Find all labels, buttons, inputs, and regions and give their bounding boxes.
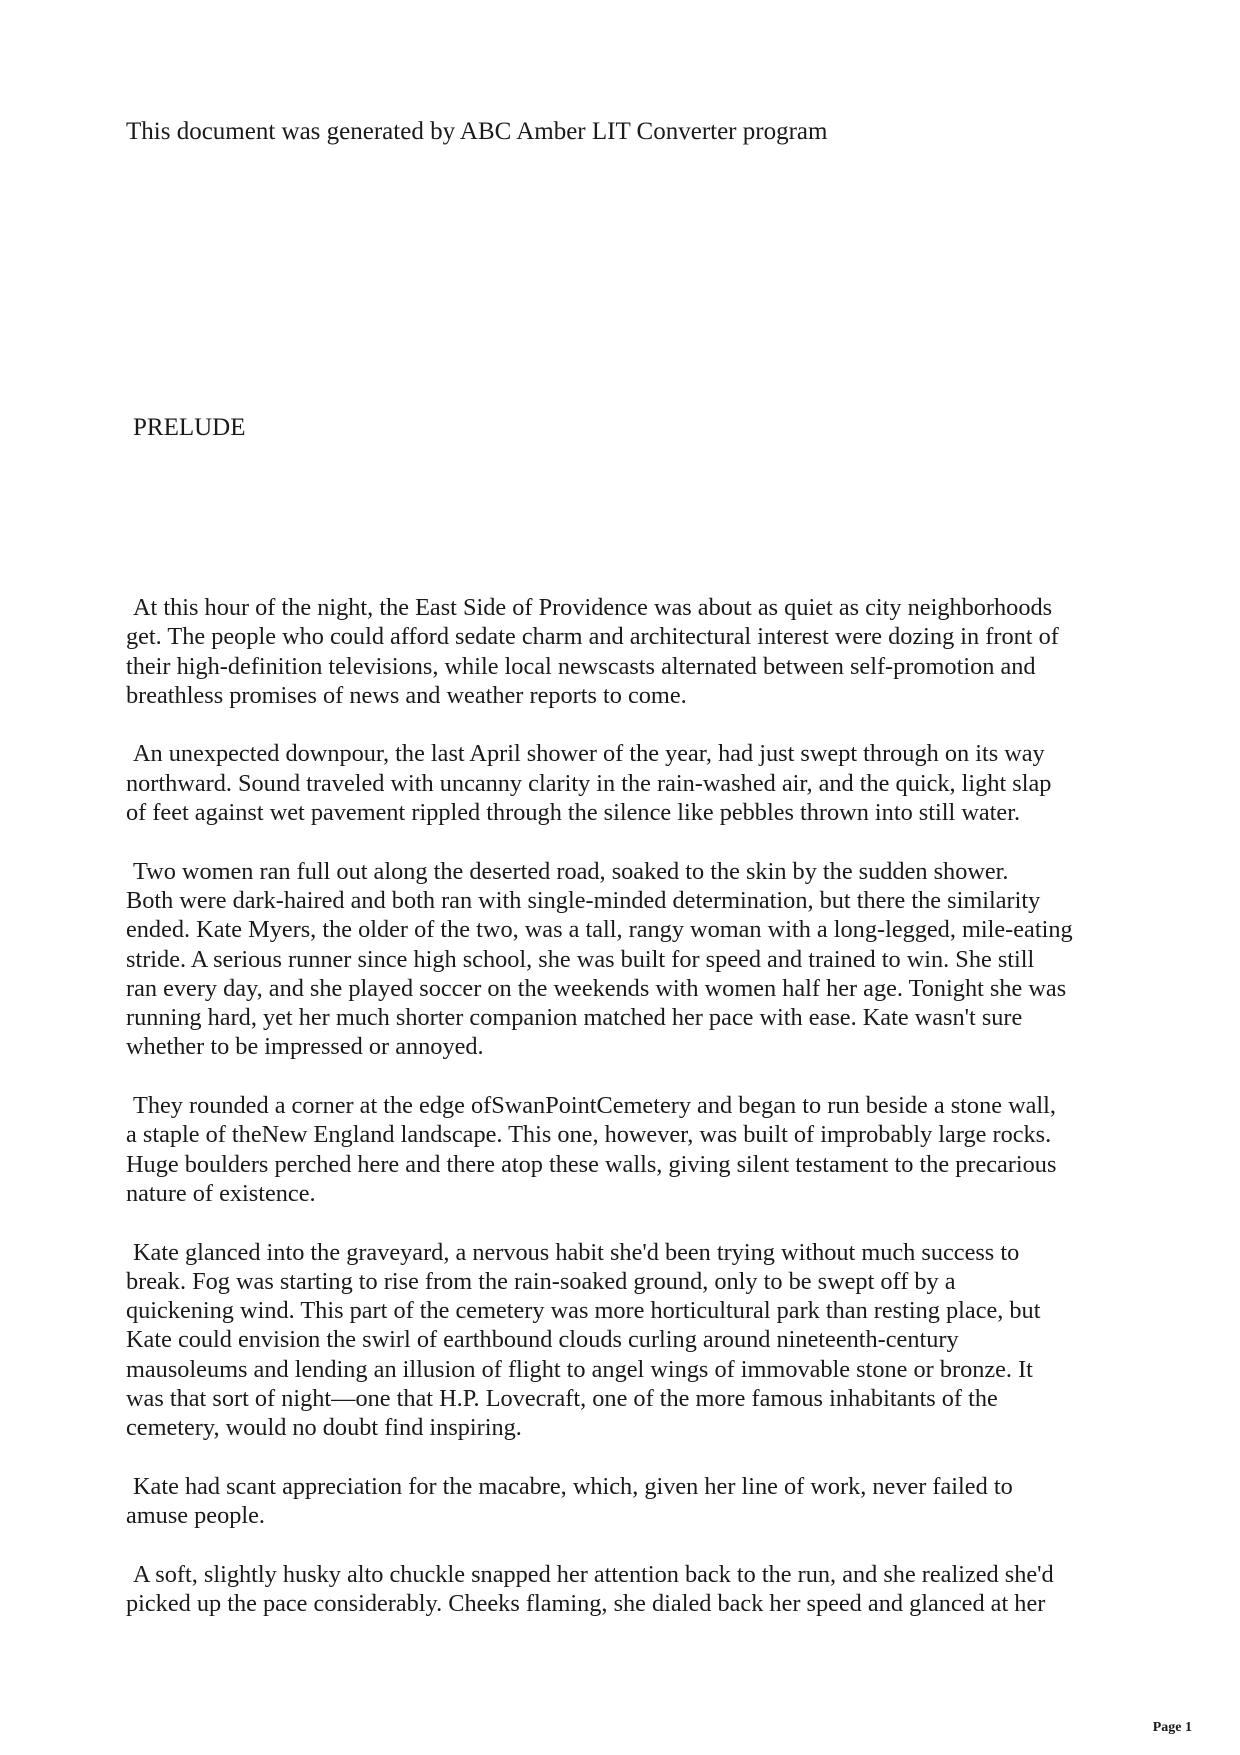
paragraph-6: Kate had scant appreciation for the macabre, which, given her line of work, never failed to amuse people. xyxy=(126,1472,1013,1530)
generator-note: This document was generated by ABC Amber LIT Converter program xyxy=(126,118,828,145)
paragraph-4: They rounded a corner at the edge ofSwanPointCemetery and began to run beside a stone wall, a staple of theNew England landscape. This one, however, was built of improbably large rocks. Huge boulders perched here and there atop these walls, giving silent testament to the precarious nature of existence. xyxy=(126,1092,1057,1207)
page-number: Page 1 xyxy=(1152,1720,1192,1735)
chapter-title: PRELUDE xyxy=(133,414,246,441)
chapter-body xyxy=(126,593,1126,1648)
paragraph-7: A soft, slightly husky alto chuckle snapped her attention back to the run, and she realized she'd picked up the pace considerably. Cheeks flaming, she dialed back her speed and glanced at her xyxy=(126,1560,1054,1618)
paragraph-3: Two women ran full out along the deserted road, soaked to the skin by the sudden shower. Both were dark-haired and both ran with single-minded determination, but there the similarity ended. Kate Myers, the older of the two, was a tall, rangy woman with a long-legged, mile-eating stride. A serious runner since high school, she was built for speed and trained to win. She still ran every day, and she played soccer on the weekends with women half her age. Tonight she was running hard, yet her much shorter companion matched her pace with ease. Kate wasn't sure whether to be impressed or annoyed. xyxy=(126,857,1073,1061)
paragraph-2: An unexpected downpour, the last April shower of the year, had just swept through on its way northward. Sound traveled with uncanny clarity in the rain-washed air, and the quick, light slap of feet against wet pavement rippled through the silence like pebbles thrown into still water. xyxy=(126,740,1052,827)
paragraph-5: Kate glanced into the graveyard, a nervous habit she'd been trying without much success to break. Fog was starting to rise from the rain-soaked ground, only to be swept off by a quickening wind. This part of the cemetery was more horticultural park than resting place, but Kate could envision the swirl of earthbound clouds curling around nineteenth-century mausoleums and lending an illusion of flight to angel wings of immovable stone or bronze. It was that sort of night—one that H.P. Lovecraft, one of the more famous inhabitants of the cemetery, would no doubt find inspiring. xyxy=(126,1238,1041,1442)
paragraph-1: At this hour of the night, the East Side of Providence was about as quiet as city neighborhoods get. The people who could afford sedate charm and architectural interest were dozing in front of their high-definition televisions, while local newscasts alternated between self-promotion and breathless promises of news and weather reports to come. xyxy=(126,594,1059,709)
